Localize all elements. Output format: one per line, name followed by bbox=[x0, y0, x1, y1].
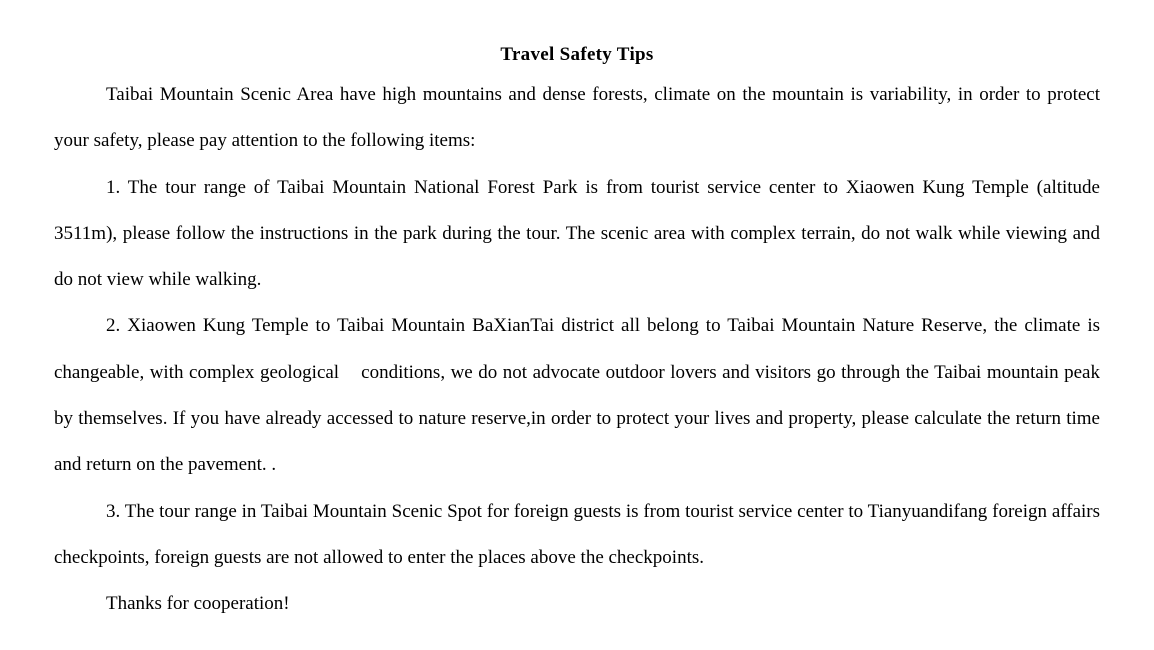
tip-1-paragraph: 1. The tour range of Taibai Mountain National Forest Park is from tourist service center to Xiaowen Kung Temple (altitude 3511m), please follow the instructions in the park during the tour. The scenic area with complex terrain, do not walk while viewing and do not view while walking. bbox=[54, 176, 1100, 291]
closing-paragraph: Thanks for cooperation! bbox=[106, 593, 290, 615]
tip-3-paragraph: 3. The tour range in Taibai Mountain Scenic Spot for foreign guests is from tourist service center to Tianyuandifang foreign affairs checkpoints, foreign guests are not allowed to enter the places above the checkpoints. bbox=[54, 500, 1100, 568]
tip-2-paragraph: 2. Xiaowen Kung Temple to Taibai Mountain BaXianTai district all belong to Taibai Mountain Nature Reserve, the climate is changeable, with complex geological conditions, we do not advocate outdoor lovers and visitors go through the Taibai mountain peak by themselves. If you have already accessed to nature reserve,in order to protect your lives and property, please calculate the return time and return on the pavement. . bbox=[54, 315, 1105, 476]
intro-paragraph: Taibai Mountain Scenic Area have high mountains and dense forests, climate on the mountain is variability, in order to protect your safety, please pay attention to the following items: bbox=[54, 84, 1100, 152]
document-body bbox=[54, 40, 1105, 628]
document-title: Travel Safety Tips bbox=[500, 44, 654, 65]
